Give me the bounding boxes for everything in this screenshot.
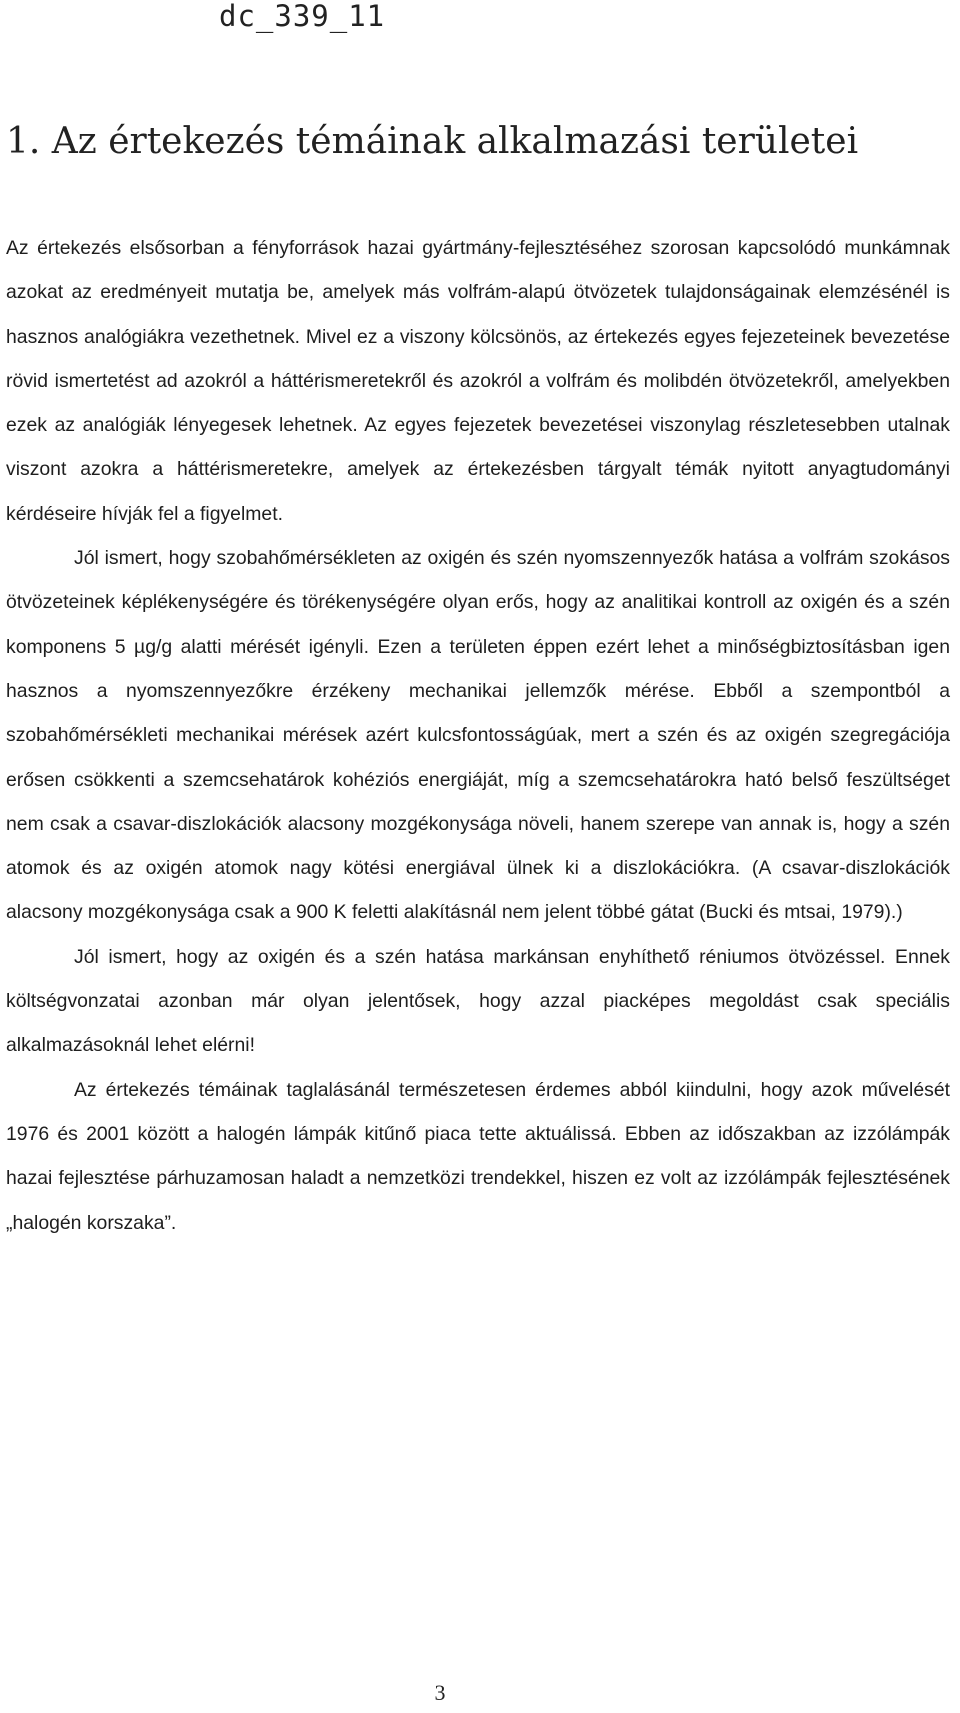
paragraph-1: Az értekezés elsősorban a fényforrások hazai gyártmány-fejlesztéséhez szorosan kapcsolódó munkámnak azokat az eredményeit mutatja be, amelyek más volfrám-alapú ötvözetek tulajdonságainak elemzésénél is hasznos analógiákra vezethetnek. Mivel ez a viszony kölcsönös, az értekezés egyes fejezeteinek bevezetése rövid ismertetést ad azokról a háttérismeretekről és azokról a volfrám és molibdén ötvözetekről, amelyekben ezek az analógiák lényegesek lehetnek. Az egyes fejezetek bevezetései viszonylag részletesebben utalnak viszont azokra a háttérismeretekre, amelyek az értekezésben tárgyalt témák nyitott anyagtudományi kérdéseire hívják fel a figyelmet.	[6, 237, 950, 525]
paragraph-4: Az értekezés témáinak taglalásánál természetesen érdemes abból kiindulni, hogy azok művelését 1976 és 2001 között a halogén lámpák kitűnő piaca tette aktuálissá. Ebben az időszakban az izzólámpák hazai fejlesztése párhuzamosan haladt a nemzetközi trendekkel, hiszen ez volt az izzólámpák fejlesztésének „halogén korszaka”.	[6, 1078, 950, 1234]
body-text	[6, 226, 950, 1245]
paragraph-3: Jól ismert, hogy az oxigén és a szén hatása markánsan enyhíthető réniumos ötvözéssel. Ennek költségvonzatai azonban már olyan jelentősek, hogy azzal piacképes megoldást csak speciális alkalmazásoknál lehet elérni!	[6, 945, 950, 1057]
document-id: dc_339_11	[219, 0, 386, 33]
page-number: 3	[434, 1680, 446, 1705]
paragraph-2: Jól ismert, hogy szobahőmérsékleten az oxigén és szén nyomszennyezők hatása a volfrám szokásos ötvözeteinek képlékenységére és törékenységére olyan erős, hogy az analitikai kontroll az oxigén és a szén komponens 5 µg/g alatti mérését igényli. Ezen a területen éppen ezért lehet a minőségbiztosításban igen hasznos a nyomszennyezőkre érzékeny mechanikai jellemzők mérése. Ebből a szempontból a szobahőmérsékleti mechanikai mérések azért kulcsfontosságúak, mert a szén és az oxigén szegregációja erősen csökkenti a szemcsehatárok kohéziós energiáját, míg a szemcsehatárokra ható belső feszültséget nem csak a csavar-diszlokációk alacsony mozgékonysága növeli, hanem szerepe van annak is, hogy a szén atomok és az oxigén atomok nagy kötési energiával ülnek ki a diszlokációkra. (A csavar-diszlokációk alacsony mozgékonysága csak a 900 K feletti alakításnál nem jelent többé gátat (Bucki és mtsai, 1979).)	[6, 547, 950, 924]
chapter-title: 1. Az értekezés témáinak alkalmazási területei	[6, 121, 859, 162]
